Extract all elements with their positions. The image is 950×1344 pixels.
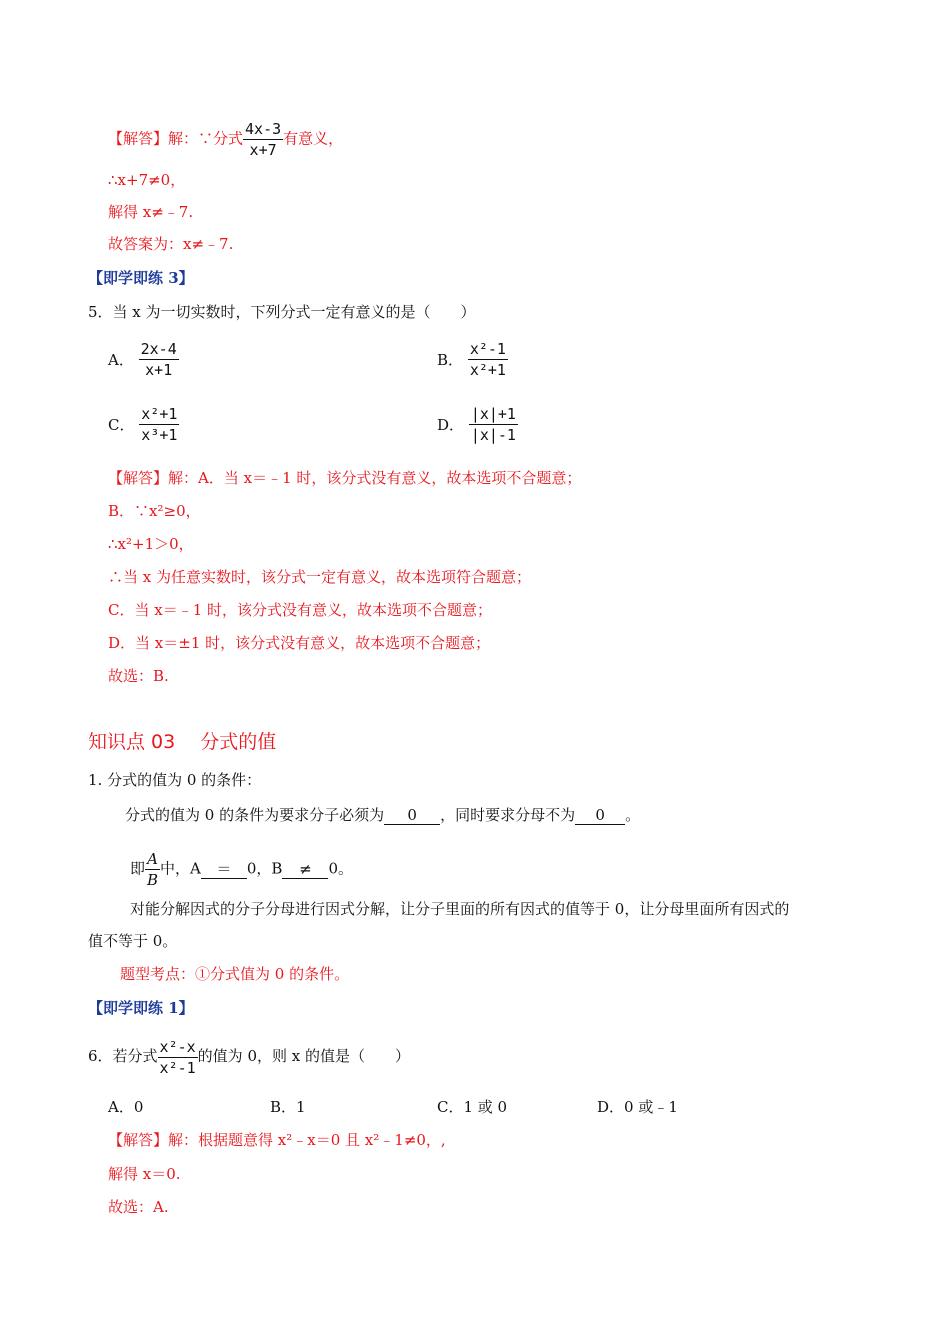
section-factor-text-line-2: 值不等于 0。 [88,932,178,950]
q5-solution-line-3: ∴x²+1＞0， [108,535,194,553]
q5-option-a: A． $\frac{2x-4}{x+1}$ [108,340,177,379]
practice-3-tag: 【即学即练 3】 [88,269,194,287]
q5-option-b-fraction: $\frac{\text{x²-1}}{\text{x²+1}}$ [469,340,506,379]
practice-1-tag: 【即学即练 1】 [88,999,194,1017]
q5-option-a-fraction: $\frac{2x-4}{x+1}$ [140,340,177,379]
q6-solution-line-2: 解得 x＝0. [108,1165,181,1183]
q5-option-d: D． $\frac{|x|+1}{|x|-1}$ [437,405,516,444]
section-question-type: 题型考点：①分式值为 0 的条件。 [120,965,350,983]
answer-tag: 【解答】 [108,469,169,487]
solution-4-line-4: 故答案为：x≠﹣7. [108,235,234,253]
question-6-stem: 6．若分式 $\frac{\text{x²-x}}{\text{x²-1}}$ 的值为 0，则 x 的值是（ ） [88,1037,410,1077]
fraction-x2-x-over-x2-1: $\frac{\text{x²-x}}{\text{x²-1}}$ [159,1037,196,1077]
answer-tag: 【解答】 [108,1131,169,1149]
blank-a-equals: ＝ [201,860,247,879]
section-a-over-b-line: 即 $\frac{A}{B}$ 中，A ＝ 0，B ≠ 0。 [130,850,354,889]
q5-solution-line-2: B．∵x²≥0， [108,502,201,520]
q5-option-c-fraction: $\frac{\text{x²+1}}{\text{x³+1}}$ [141,405,178,444]
q5-option-d-fraction: $\frac{|x|+1}{|x|-1}$ [470,405,516,444]
solution-4-line-1: 【解答】解：∵分式 $\frac{4x-3}{x+7}$ 有意义， [108,120,344,159]
section-point-1: 1. 分式的值为 0 的条件： [88,771,262,789]
fraction-4x-3-over-x+7: $\frac{4x-3}{x+7}$ [245,120,282,159]
q5-solution-line-4: ∴当 x 为任意实数时，该分式一定有意义，故本选项符合题意； [108,568,531,586]
q5-solution-line-6: D．当 x＝±1 时，该分式没有意义，故本选项不合题意； [108,634,491,652]
blank-denominator-zero: 0 [575,806,625,825]
section-condition-line: 分式的值为 0 的条件为要求分子必须为 0 ，同时要求分母不为 0 。 [125,806,641,824]
q5-solution-line-7: 故选：B. [108,667,169,685]
answer-tag: 【解答】 [108,129,169,148]
q5-option-c: C． $\frac{\text{x²+1}}{\text{x³+1}}$ [108,405,178,444]
blank-b-not-equals: ≠ [282,860,328,879]
blank-numerator-zero: 0 [384,806,440,825]
fraction-a-over-b: $\frac{A}{B}$ [147,850,159,889]
q6-solution-line-3: 故选：A. [108,1198,169,1216]
q5-solution-line-1: 【解答】解：A．当 x＝﹣1 时，该分式没有意义，故本选项不合题意； [108,469,582,487]
q6-option-b: B．1 [270,1098,306,1116]
q5-option-b: B． $\frac{\text{x²-1}}{\text{x²+1}}$ [437,340,506,379]
solution-4-line-3: 解得 x≠﹣7. [108,203,194,221]
q6-option-d: D．0 或﹣1 [597,1098,678,1116]
section-factor-text-line-1: 对能分解因式的分子分母进行因式分解，让分子里面的所有因式的值等于 0，让分母里面所有因式的 [130,900,790,918]
q5-solution-line-5: C．当 x＝﹣1 时，该分式没有意义，故本选项不合题意； [108,601,493,619]
solution-4-line-2: ∴x+7≠0， [108,171,186,189]
section-heading: 知识点 03 分式的值 [88,731,277,753]
q6-option-a: A．0 [108,1098,144,1116]
q6-solution-line-1: 【解答】解：根据题意得 x²﹣x＝0 且 x²﹣1≠0，, [108,1131,446,1149]
question-5-stem: 5．当 x 为一切实数时，下列分式一定有意义的是（ ） [88,303,476,321]
q6-option-c: C．1 或 0 [437,1098,508,1116]
